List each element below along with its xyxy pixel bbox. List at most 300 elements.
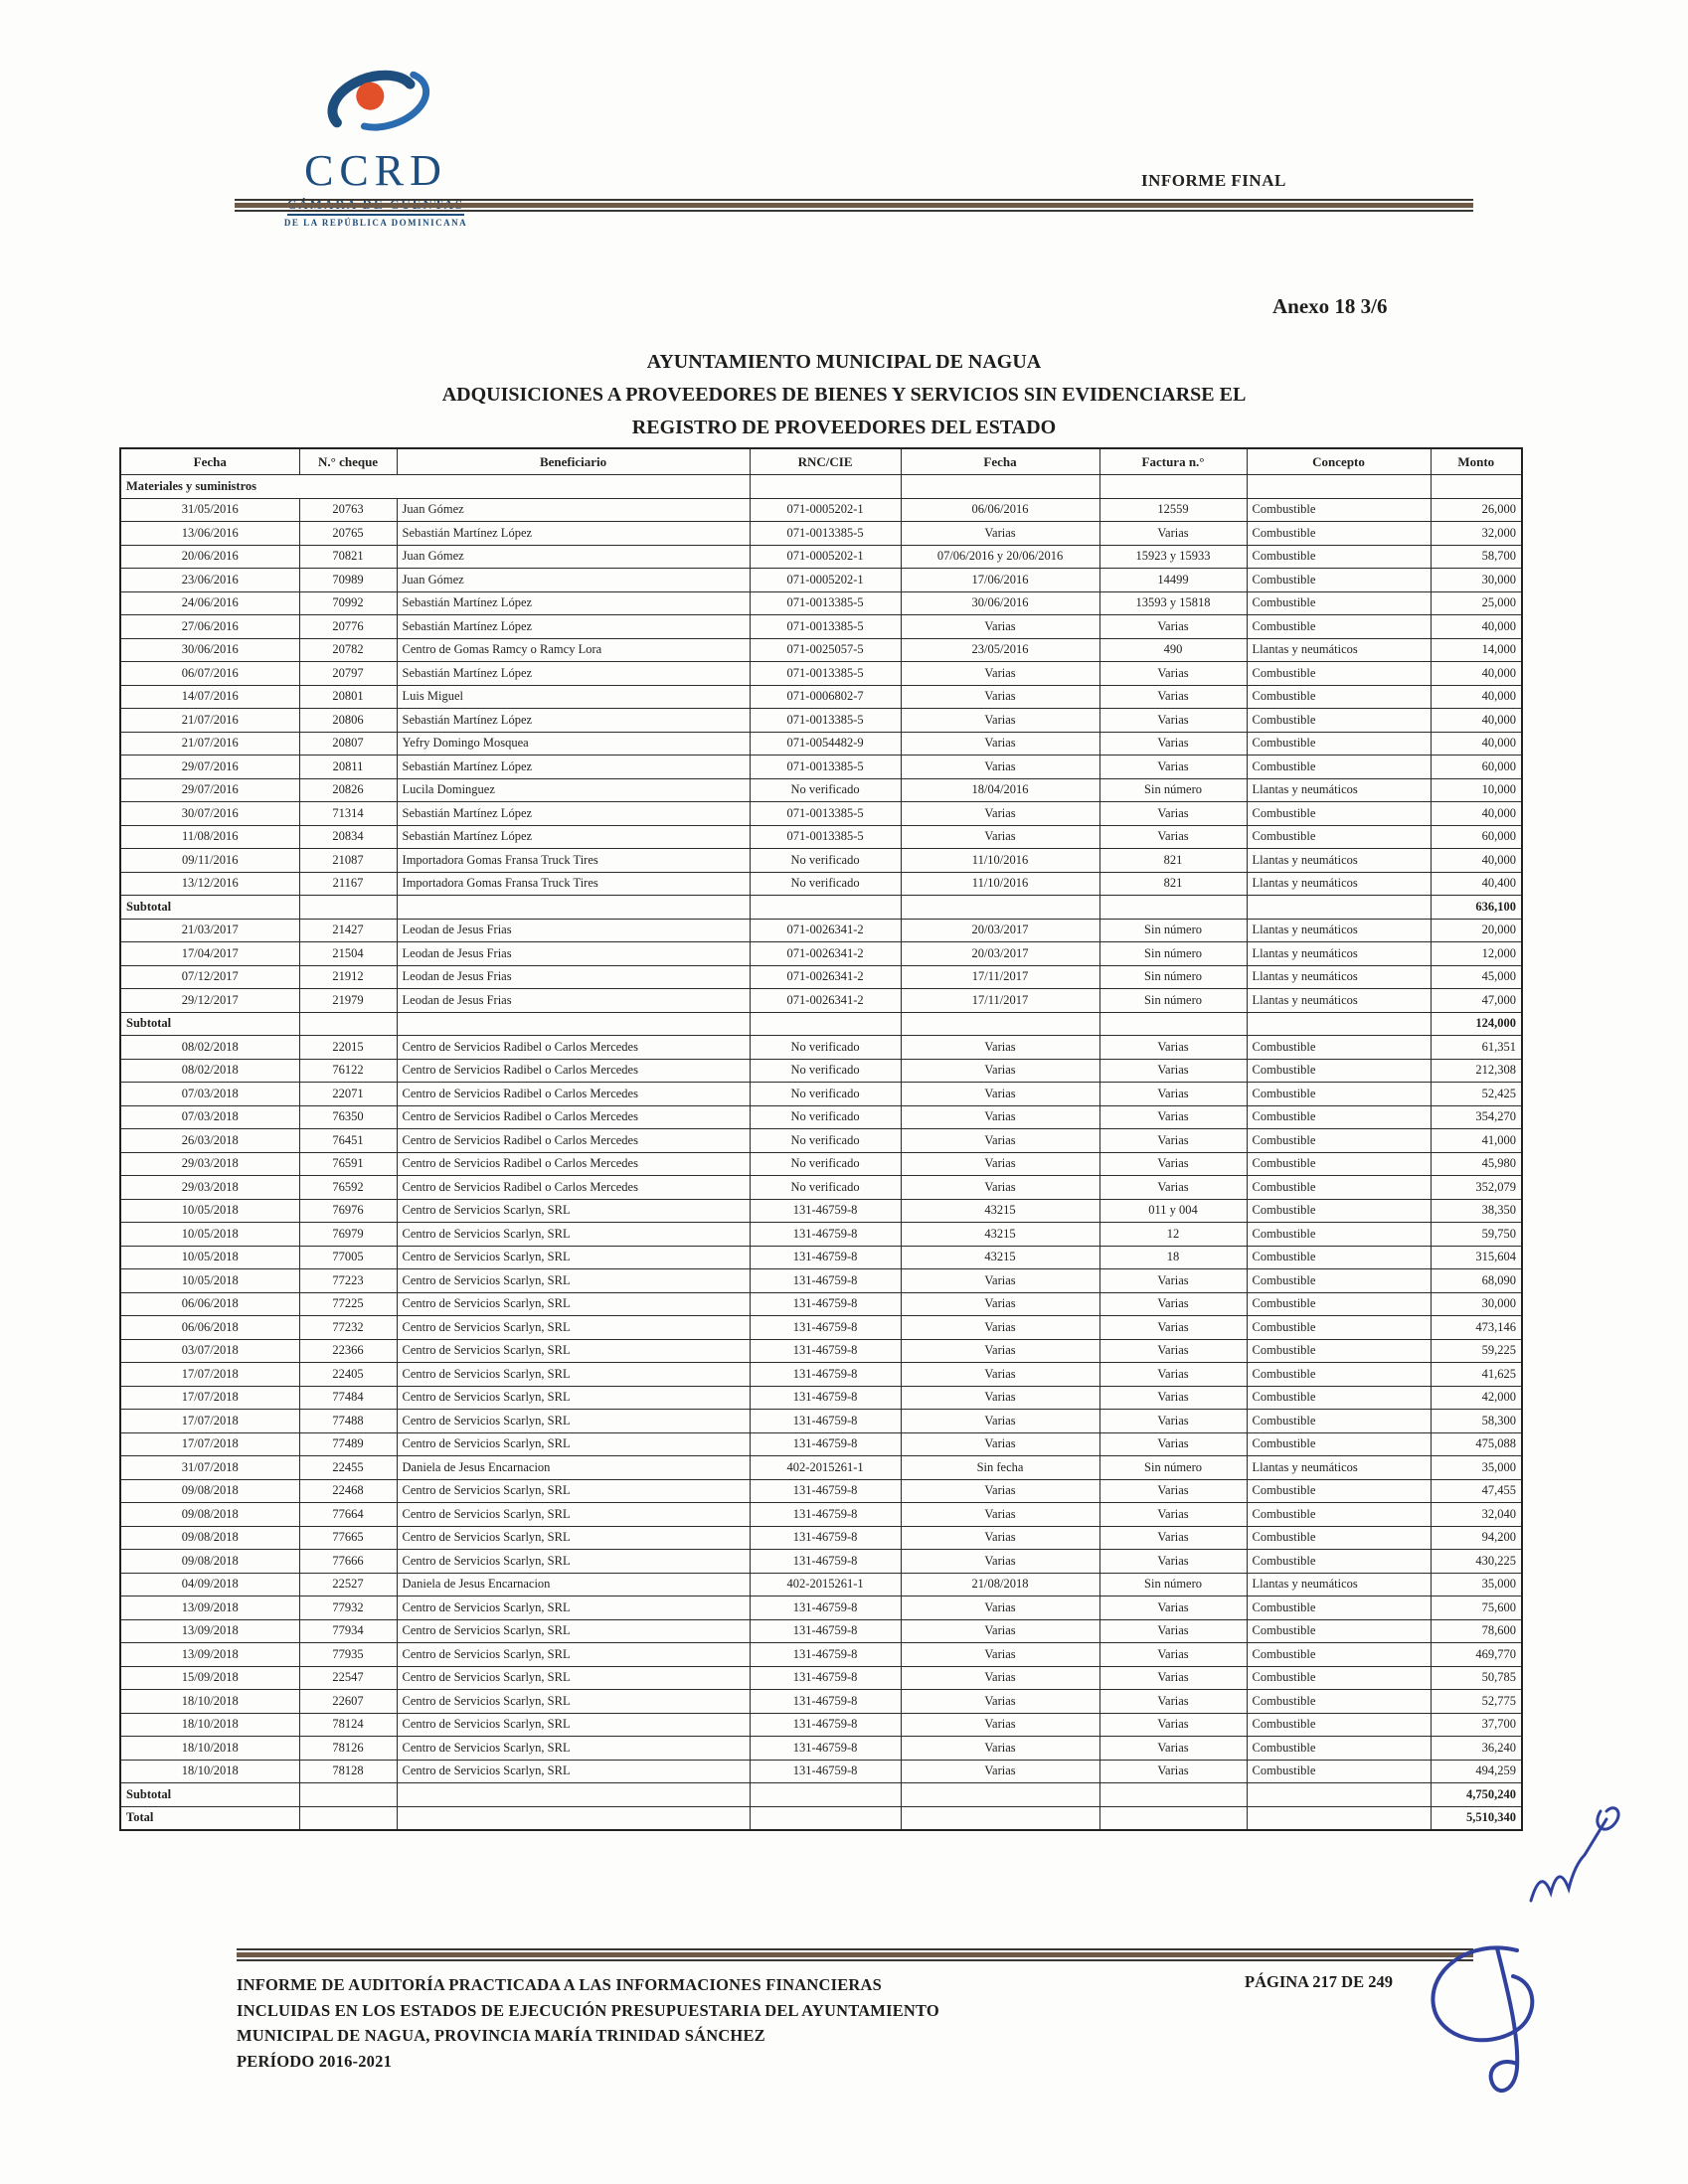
cell [1247, 896, 1431, 920]
cell: Varias [901, 1713, 1099, 1737]
table-row [120, 756, 1522, 779]
cell: 071-0005202-1 [750, 545, 901, 569]
cell: 18/10/2018 [120, 1690, 299, 1714]
cell: Varias [901, 1737, 1099, 1761]
cell: Combustible [1247, 1059, 1431, 1083]
cell: Combustible [1247, 685, 1431, 709]
cell: Varias [901, 1503, 1099, 1527]
cell: 29/03/2018 [120, 1176, 299, 1200]
cell: 70989 [299, 569, 397, 592]
cell: Varias [1099, 615, 1247, 639]
cell: 40,000 [1431, 709, 1522, 733]
table-row [120, 1363, 1522, 1387]
cell: 24/06/2016 [120, 591, 299, 615]
cell [1247, 1806, 1431, 1830]
cell [1247, 1012, 1431, 1036]
cell: Sebastián Martínez López [397, 802, 750, 826]
cell: 77225 [299, 1292, 397, 1316]
cell: 430,225 [1431, 1550, 1522, 1574]
cell: 11/10/2016 [901, 872, 1099, 896]
cell: 10,000 [1431, 778, 1522, 802]
table-row [120, 1269, 1522, 1293]
cell: Centro de Servicios Scarlyn, SRL [397, 1619, 750, 1643]
table-row [120, 1503, 1522, 1527]
cell: 20807 [299, 732, 397, 756]
cell: 011 y 004 [1099, 1199, 1247, 1223]
cell: Varias [1099, 1432, 1247, 1456]
cell: 21504 [299, 942, 397, 966]
table-row [120, 1479, 1522, 1503]
cell: 04/09/2018 [120, 1573, 299, 1596]
cell: 20/03/2017 [901, 942, 1099, 966]
cell: Varias [1099, 1083, 1247, 1106]
header-row [120, 448, 1522, 475]
cell: 70821 [299, 545, 397, 569]
cell: 20/06/2016 [120, 545, 299, 569]
cell: Combustible [1247, 591, 1431, 615]
cell [1431, 475, 1522, 499]
table-row [120, 1036, 1522, 1060]
cell: 58,700 [1431, 545, 1522, 569]
cell: Daniela de Jesus Encarnacion [397, 1456, 750, 1480]
table-row [120, 1129, 1522, 1153]
cell: 21/07/2016 [120, 732, 299, 756]
cell: 071-0013385-5 [750, 802, 901, 826]
cell: 77935 [299, 1643, 397, 1667]
column-header: Monto [1431, 448, 1522, 475]
cell: 32,040 [1431, 1503, 1522, 1527]
cell: Varias [901, 1083, 1099, 1106]
cell: Varias [1099, 1386, 1247, 1410]
cell: 29/07/2016 [120, 778, 299, 802]
cell: Varias [1099, 825, 1247, 849]
cell: 22455 [299, 1456, 397, 1480]
cell: Centro de Servicios Scarlyn, SRL [397, 1550, 750, 1574]
cell: 20811 [299, 756, 397, 779]
table-row [120, 919, 1522, 942]
title-line-1: AYUNTAMIENTO MUNICIPAL DE NAGUA [646, 351, 1042, 373]
cell: 31/07/2018 [120, 1456, 299, 1480]
cell: 315,604 [1431, 1246, 1522, 1269]
table-row [120, 872, 1522, 896]
header-rule [235, 199, 1473, 212]
logo-org-line2: DE LA REPÚBLICA DOMINICANA [283, 218, 468, 228]
cell: Leodan de Jesus Frias [397, 942, 750, 966]
table-row [120, 1737, 1522, 1761]
cell: Centro de Servicios Scarlyn, SRL [397, 1363, 750, 1387]
cell: 13/09/2018 [120, 1596, 299, 1620]
cell: Centro de Servicios Scarlyn, SRL [397, 1596, 750, 1620]
cell: Centro de Servicios Scarlyn, SRL [397, 1269, 750, 1293]
cell: 50,785 [1431, 1666, 1522, 1690]
cell: Combustible [1247, 1479, 1431, 1503]
cell: 43215 [901, 1199, 1099, 1223]
footer-line-3: MUNICIPAL DE NAGUA, PROVINCIA MARÍA TRINIDAD SÁNCHEZ [237, 2026, 765, 2046]
cell: Centro de Servicios Scarlyn, SRL [397, 1479, 750, 1503]
cell: Sebastián Martínez López [397, 615, 750, 639]
cell: Daniela de Jesus Encarnacion [397, 1573, 750, 1596]
cell: 78124 [299, 1713, 397, 1737]
cell: Centro de Servicios Scarlyn, SRL [397, 1503, 750, 1527]
cell: 71314 [299, 802, 397, 826]
cell: Combustible [1247, 1036, 1431, 1060]
cell: Sebastián Martínez López [397, 709, 750, 733]
cell: 131-46759-8 [750, 1503, 901, 1527]
table-row [120, 1550, 1522, 1574]
cell: Leodan de Jesus Frias [397, 919, 750, 942]
cell: Centro de Servicios Scarlyn, SRL [397, 1339, 750, 1363]
cell: 52,775 [1431, 1690, 1522, 1714]
cell: Varias [1099, 1619, 1247, 1643]
cell [901, 1783, 1099, 1807]
cell: Varias [1099, 1737, 1247, 1761]
cell: 469,770 [1431, 1643, 1522, 1667]
cell: Centro de Servicios Radibel o Carlos Mercedes [397, 1176, 750, 1200]
table-row [120, 1456, 1522, 1480]
cell [397, 1012, 750, 1036]
table-row [120, 1596, 1522, 1620]
cell: 22071 [299, 1083, 397, 1106]
cell: Sin número [1099, 919, 1247, 942]
cell: Combustible [1247, 1223, 1431, 1247]
cell: 52,425 [1431, 1083, 1522, 1106]
cell: 07/12/2017 [120, 965, 299, 989]
cell: Combustible [1247, 1737, 1431, 1761]
cell: Varias [1099, 756, 1247, 779]
cell: Varias [901, 685, 1099, 709]
cell: Combustible [1247, 1269, 1431, 1293]
cell: 76592 [299, 1176, 397, 1200]
cell: Varias [901, 1105, 1099, 1129]
table-row [120, 662, 1522, 686]
cell: Centro de Servicios Radibel o Carlos Mercedes [397, 1036, 750, 1060]
cell: 10/05/2018 [120, 1269, 299, 1293]
cell: 37,700 [1431, 1713, 1522, 1737]
cell: Combustible [1247, 615, 1431, 639]
cell [750, 1806, 901, 1830]
table-row [120, 1690, 1522, 1714]
cell: Sebastián Martínez López [397, 756, 750, 779]
title-line-3: REGISTRO DE PROVEEDORES DEL ESTADO [631, 417, 1057, 438]
cell: Sebastián Martínez López [397, 522, 750, 546]
table-row [120, 1666, 1522, 1690]
cell: Combustible [1247, 498, 1431, 522]
cell: 071-0026341-2 [750, 942, 901, 966]
footer-line-4: PERÍODO 2016-2021 [237, 2051, 393, 2071]
cell: 43215 [901, 1246, 1099, 1269]
cell: Combustible [1247, 825, 1431, 849]
document-title [148, 346, 1540, 444]
cell: 131-46759-8 [750, 1363, 901, 1387]
cell: Varias [1099, 685, 1247, 709]
cell: 40,000 [1431, 849, 1522, 873]
cell [299, 1012, 397, 1036]
cell: 131-46759-8 [750, 1690, 901, 1714]
cell: 07/03/2018 [120, 1083, 299, 1106]
cell: 77489 [299, 1432, 397, 1456]
cell [901, 1806, 1099, 1830]
cell: 58,300 [1431, 1410, 1522, 1433]
cell: 18/04/2016 [901, 778, 1099, 802]
cell: Juan Gómez [397, 569, 750, 592]
cell: Varias [901, 1526, 1099, 1550]
cell: 20,000 [1431, 919, 1522, 942]
cell: 131-46759-8 [750, 1619, 901, 1643]
cell: 32,000 [1431, 522, 1522, 546]
cell: Llantas y neumáticos [1247, 989, 1431, 1013]
cell: Varias [901, 1363, 1099, 1387]
cell: 09/08/2018 [120, 1479, 299, 1503]
cell: Centro de Servicios Scarlyn, SRL [397, 1713, 750, 1737]
cell: 17/04/2017 [120, 942, 299, 966]
cell: 59,750 [1431, 1223, 1522, 1247]
cell: No verificado [750, 849, 901, 873]
cell: Centro de Servicios Scarlyn, SRL [397, 1643, 750, 1667]
cell: 40,000 [1431, 732, 1522, 756]
cell [1099, 1783, 1247, 1807]
cell: 78126 [299, 1737, 397, 1761]
cell: 06/06/2018 [120, 1316, 299, 1340]
cell: Juan Gómez [397, 545, 750, 569]
cell: 17/11/2017 [901, 989, 1099, 1013]
cell: 20763 [299, 498, 397, 522]
cell: 17/07/2018 [120, 1410, 299, 1433]
cell: 38,350 [1431, 1199, 1522, 1223]
table-row [120, 1246, 1522, 1269]
cell [1099, 896, 1247, 920]
cell: Varias [1099, 1129, 1247, 1153]
cell: Varias [901, 1760, 1099, 1783]
cell: Combustible [1247, 1503, 1431, 1527]
subtotal-label-cell: Subtotal [120, 1783, 299, 1807]
cell: Combustible [1247, 1105, 1431, 1129]
annex-label: Anexo 18 3/6 [1272, 294, 1388, 318]
subtotal-amount-cell: 4,750,240 [1431, 1783, 1522, 1807]
cell: Combustible [1247, 1199, 1431, 1223]
table-row [120, 638, 1522, 662]
cell: 29/07/2016 [120, 756, 299, 779]
column-header: Beneficiario [397, 448, 750, 475]
cell: 071-0026341-2 [750, 965, 901, 989]
cell: Varias [1099, 1713, 1247, 1737]
cell: Llantas y neumáticos [1247, 965, 1431, 989]
cell: 131-46759-8 [750, 1386, 901, 1410]
table-row [120, 825, 1522, 849]
cell: 29/12/2017 [120, 989, 299, 1013]
subtotal-row [120, 1012, 1522, 1036]
cell: Varias [901, 709, 1099, 733]
cell: 41,625 [1431, 1363, 1522, 1387]
cell: 15/09/2018 [120, 1666, 299, 1690]
column-header: N.° cheque [299, 448, 397, 475]
cell: 131-46759-8 [750, 1223, 901, 1247]
cell: Centro de Servicios Scarlyn, SRL [397, 1410, 750, 1433]
cell: Varias [1099, 1339, 1247, 1363]
cell: 10/05/2018 [120, 1199, 299, 1223]
cell: Combustible [1247, 1643, 1431, 1667]
column-header: RNC/CIE [750, 448, 901, 475]
table-row [120, 1059, 1522, 1083]
cell: 071-0006802-7 [750, 685, 901, 709]
cell [1099, 1012, 1247, 1036]
cell: 76976 [299, 1199, 397, 1223]
cell: Sebastián Martínez López [397, 825, 750, 849]
subtotal-amount-cell: 636,100 [1431, 896, 1522, 920]
cell: 13/06/2016 [120, 522, 299, 546]
cell: 09/08/2018 [120, 1503, 299, 1527]
cell: 131-46759-8 [750, 1526, 901, 1550]
cell: 131-46759-8 [750, 1316, 901, 1340]
cell: Varias [901, 1386, 1099, 1410]
cell: 131-46759-8 [750, 1643, 901, 1667]
cell: 821 [1099, 872, 1247, 896]
cell: 45,980 [1431, 1152, 1522, 1176]
cell: Centro de Servicios Scarlyn, SRL [397, 1666, 750, 1690]
table-row [120, 615, 1522, 639]
cell: 76122 [299, 1059, 397, 1083]
cell: Combustible [1247, 569, 1431, 592]
cell: 78,600 [1431, 1619, 1522, 1643]
cell: Varias [901, 1129, 1099, 1153]
cell: 18 [1099, 1246, 1247, 1269]
table-row [120, 1526, 1522, 1550]
table-row [120, 1105, 1522, 1129]
cell: 071-0025057-5 [750, 638, 901, 662]
cell: Luis Miguel [397, 685, 750, 709]
cell: Combustible [1247, 1152, 1431, 1176]
cell: 131-46759-8 [750, 1479, 901, 1503]
cell: Combustible [1247, 1316, 1431, 1340]
table-row [120, 1083, 1522, 1106]
cell: Sebastián Martínez López [397, 591, 750, 615]
cell: Varias [1099, 1036, 1247, 1060]
section-header-row [120, 475, 1522, 499]
cell: Varias [1099, 1760, 1247, 1783]
cell: No verificado [750, 1176, 901, 1200]
table-row [120, 1432, 1522, 1456]
cell: Varias [901, 522, 1099, 546]
cell: 21427 [299, 919, 397, 942]
cell: 20797 [299, 662, 397, 686]
table-row [120, 498, 1522, 522]
cell: 20/03/2017 [901, 919, 1099, 942]
cell: 17/07/2018 [120, 1386, 299, 1410]
cell: Combustible [1247, 522, 1431, 546]
acquisitions-table [119, 447, 1523, 1831]
cell: 071-0005202-1 [750, 498, 901, 522]
cell: 131-46759-8 [750, 1550, 901, 1574]
cell: Combustible [1247, 1363, 1431, 1387]
cell: Varias [1099, 1526, 1247, 1550]
cell [901, 475, 1099, 499]
cell: Combustible [1247, 1129, 1431, 1153]
cell: Varias [1099, 1596, 1247, 1620]
cell: 77666 [299, 1550, 397, 1574]
cell: Varias [1099, 1666, 1247, 1690]
title-line-2: ADQUISICIONES A PROVEEDORES DE BIENES Y SERVICIOS SIN EVIDENCIARSE EL [441, 384, 1247, 406]
subtotal-amount-cell: 124,000 [1431, 1012, 1522, 1036]
cell: Varias [1099, 1152, 1247, 1176]
cell: Centro de Servicios Scarlyn, SRL [397, 1760, 750, 1783]
table-row [120, 1223, 1522, 1247]
cell [750, 1012, 901, 1036]
cell: 30,000 [1431, 1292, 1522, 1316]
cell: Varias [901, 1690, 1099, 1714]
cell: 22607 [299, 1690, 397, 1714]
cell: Combustible [1247, 1339, 1431, 1363]
cell: Varias [1099, 802, 1247, 826]
cell: Varias [901, 1316, 1099, 1340]
cell: 77665 [299, 1526, 397, 1550]
cell: 354,270 [1431, 1105, 1522, 1129]
cell: 18/10/2018 [120, 1737, 299, 1761]
cell: No verificado [750, 1036, 901, 1060]
cell: Varias [1099, 1059, 1247, 1083]
cell: Combustible [1247, 732, 1431, 756]
cell: 071-0013385-5 [750, 615, 901, 639]
cell: 131-46759-8 [750, 1269, 901, 1293]
cell: No verificado [750, 872, 901, 896]
cell: 21087 [299, 849, 397, 873]
cell: 14,000 [1431, 638, 1522, 662]
cell: No verificado [750, 1105, 901, 1129]
cell: 36,240 [1431, 1737, 1522, 1761]
cell: 77664 [299, 1503, 397, 1527]
page-number-label: PÁGINA 217 DE 249 [1245, 1972, 1393, 1991]
cell: Centro de Servicios Radibel o Carlos Mercedes [397, 1083, 750, 1106]
cell: 071-0013385-5 [750, 709, 901, 733]
cell: Varias [1099, 1105, 1247, 1129]
cell: 22405 [299, 1363, 397, 1387]
cell: 07/03/2018 [120, 1105, 299, 1129]
cell: Centro de Servicios Scarlyn, SRL [397, 1246, 750, 1269]
cell: 18/10/2018 [120, 1760, 299, 1783]
table-row [120, 849, 1522, 873]
cell: 77223 [299, 1269, 397, 1293]
cell: Varias [1099, 1479, 1247, 1503]
table-row [120, 709, 1522, 733]
cell: 61,351 [1431, 1036, 1522, 1060]
cell: 25,000 [1431, 591, 1522, 615]
cell: 131-46759-8 [750, 1292, 901, 1316]
cell: 11/10/2016 [901, 849, 1099, 873]
table-row [120, 942, 1522, 966]
cell: 17/07/2018 [120, 1363, 299, 1387]
cell: Sin número [1099, 1456, 1247, 1480]
subtotal-row [120, 1783, 1522, 1807]
cell: No verificado [750, 1129, 901, 1153]
cell: 77005 [299, 1246, 397, 1269]
cell: 10/05/2018 [120, 1246, 299, 1269]
cell: Centro de Servicios Scarlyn, SRL [397, 1386, 750, 1410]
cell: Varias [901, 1550, 1099, 1574]
cell: Varias [1099, 709, 1247, 733]
cell: Combustible [1247, 1292, 1431, 1316]
cell: Centro de Servicios Scarlyn, SRL [397, 1526, 750, 1550]
cell: 30,000 [1431, 569, 1522, 592]
cell: 13593 y 15818 [1099, 591, 1247, 615]
cell: Sin número [1099, 778, 1247, 802]
cell [397, 1783, 750, 1807]
cell: Centro de Servicios Scarlyn, SRL [397, 1292, 750, 1316]
cell [901, 896, 1099, 920]
cell: Sin fecha [901, 1456, 1099, 1480]
cell: 78128 [299, 1760, 397, 1783]
cell: 26,000 [1431, 498, 1522, 522]
cell: 09/11/2016 [120, 849, 299, 873]
footer-rule [237, 1948, 1473, 1961]
cell: 17/11/2017 [901, 965, 1099, 989]
